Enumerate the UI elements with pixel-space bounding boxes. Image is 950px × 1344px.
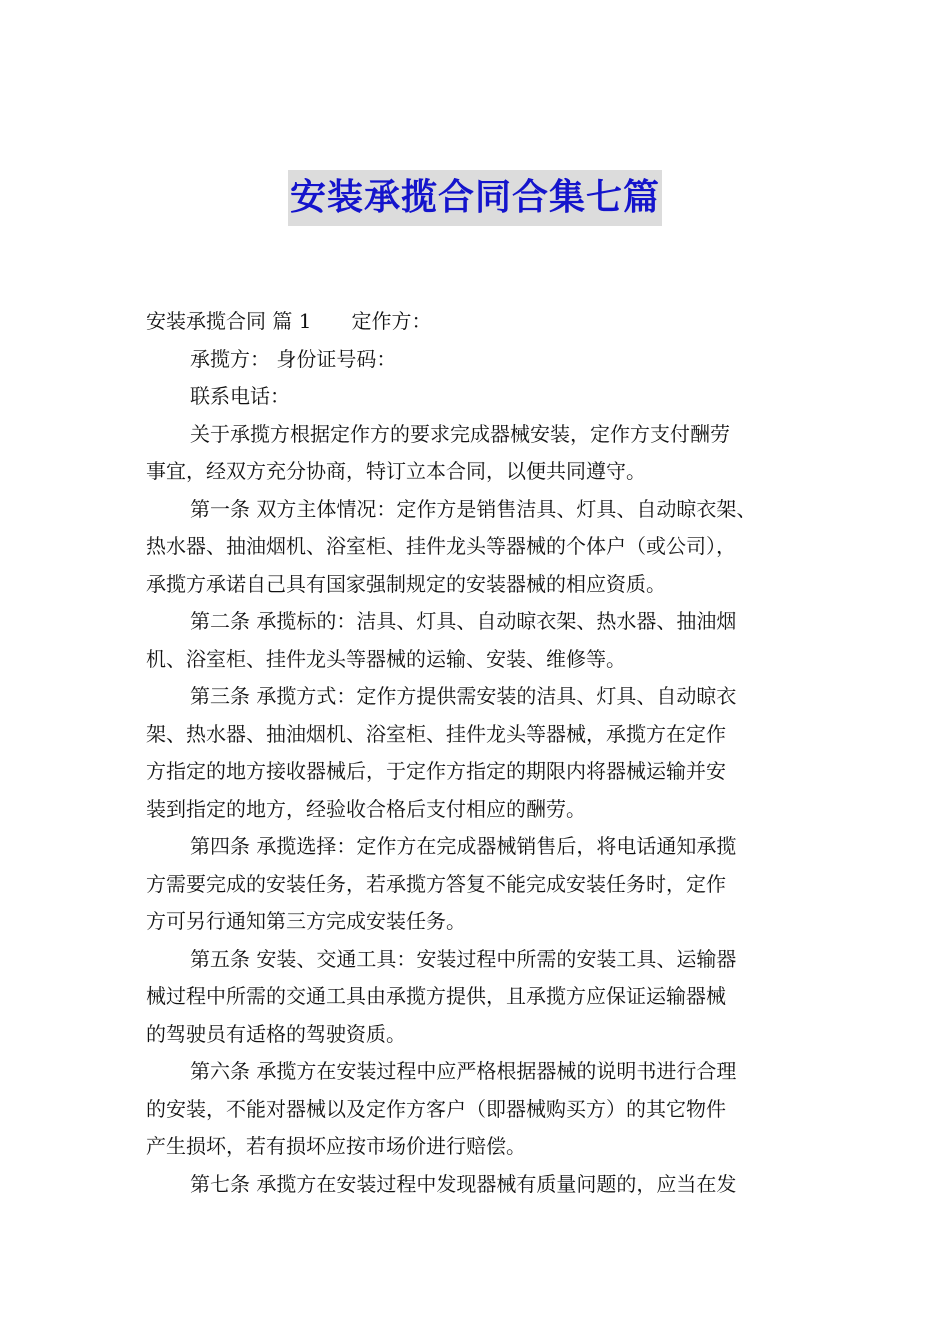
text-line: 联系电话： xyxy=(190,384,290,408)
text-line: 关于承揽方根据定作方的要求完成器械安装，定作方支付酬劳 xyxy=(190,421,730,446)
text-line: 第七条 承揽方在安装过程中发现器械有质量问题的，应当在发 xyxy=(190,1171,737,1196)
text-line: 机、浴室柜、挂件龙头等器械的运输、安装、维修等。 xyxy=(146,646,626,671)
text-line: 产生损坏，若有损坏应按市场价进行赔偿。 xyxy=(146,1134,526,1158)
text-line: 第六条 承揽方在安装过程中应严格根据器械的说明书进行合理 xyxy=(190,1059,737,1083)
text-line: 第四条 承揽选择：定作方在完成器械销售后，将电话通知承揽 xyxy=(190,834,737,858)
text-line: 承揽方承诺自己具有国家强制规定的安装器械的相应资质。 xyxy=(146,571,666,596)
text-line: 第五条 安装、交通工具：安装过程中所需的安装工具、运输器 xyxy=(190,946,737,971)
text-line: 械过程中所需的交通工具由承揽方提供，且承揽方应保证运输器械 xyxy=(146,984,726,1008)
document-title: 安装承揽合同合集七篇 xyxy=(288,170,662,226)
text-line: 的驾驶员有适格的驾驶资质。 xyxy=(146,1021,406,1046)
text-line: 第三条 承揽方式：定作方提供需安装的洁具、灯具、自动晾衣 xyxy=(190,684,737,708)
text-line: 第二条 承揽标的：洁具、灯具、自动晾衣架、热水器、抽油烟 xyxy=(190,609,737,633)
text-line: 事宜，经双方充分协商，特订立本合同，以便共同遵守。 xyxy=(146,459,646,483)
text-line: 方指定的地方接收器械后，于定作方指定的期限内将器械运输并安 xyxy=(146,759,726,783)
contract-heading: 安装承揽合同 篇 1 xyxy=(146,309,312,333)
text-line: 第一条 双方主体情况：定作方是销售洁具、灯具、自动晾衣架、 xyxy=(190,496,757,521)
document-body xyxy=(146,303,814,1203)
text-line: 承揽方： 身份证号码： xyxy=(190,346,397,371)
text-line: 的安装，不能对器械以及定作方客户（即器械购买方）的其它物件 xyxy=(146,1096,726,1121)
commissioning-party-label: 定作方： xyxy=(351,309,432,333)
text-line: 方需要完成的安装任务，若承揽方答复不能完成安装任务时，定作 xyxy=(146,871,726,896)
text-line: 热水器、抽油烟机、浴室柜、挂件龙头等器械的个体户（或公司）， xyxy=(146,534,736,558)
text-line: 装到指定的地方，经验收合格后支付相应的酬劳。 xyxy=(146,796,586,821)
text-line: 架、热水器、抽油烟机、浴室柜、挂件龙头等器械，承揽方在定作 xyxy=(146,721,726,746)
header-line xyxy=(146,303,814,341)
title-container xyxy=(0,170,950,226)
text-line: 方可另行通知第三方完成安装任务。 xyxy=(146,909,466,933)
